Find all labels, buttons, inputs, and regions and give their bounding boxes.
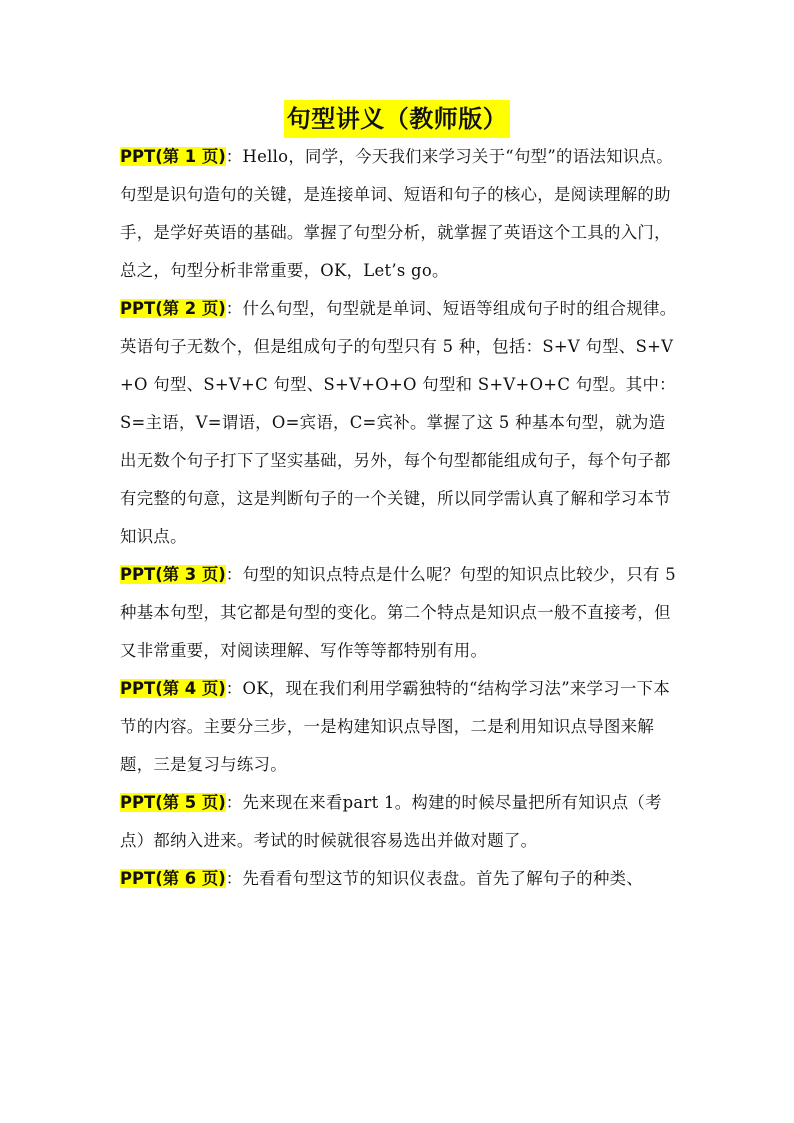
ppt-page-label: PPT(第 2 页) [120,299,226,318]
paragraph-ppt-1 [120,138,680,290]
paragraph-text: ：什么句型，句型就是单词、短语等组成句子时的组合规律。英语句子无数个，但是组成句子的句型只有 5 种，包括：S+V 句型、S+V+O 句型、S+V+C 句型、S+V+O+O 句型和 S+V+O+C 句型。其中：S=主语，V=谓语，O=宾语，C=宾补。掌握了这 5 种基本句型，就为造出无数个句子打下了坚实基础，另外，每个句型都能组成句子，每个句子都有完整的句意，这是判断句子的一个关键，所以同学需认真了解和学习本节知识点。 [120,299,677,546]
ppt-page-label: PPT(第 1 页) [120,147,226,166]
ppt-page-label: PPT(第 4 页) [120,679,226,698]
paragraph-ppt-3 [120,556,680,670]
paragraph-ppt-2 [120,290,680,556]
ppt-page-label: PPT(第 3 页) [120,565,226,584]
paragraph-text: ：OK，现在我们利用学霸独特的“结构学习法”来学习一下本节的内容。主要分三步，一是构建知识点导图，二是利用知识点导图来解题，三是复习与练习。 [120,679,671,774]
ppt-page-label: PPT(第 6 页) [120,869,226,888]
document-body [120,138,680,898]
paragraph-text: ：Hello，同学，今天我们来学习关于“句型”的语法知识点。句型是识句造句的关键，是连接单词、短语和句子的核心，是阅读理解的助手，是学好英语的基础。掌握了句型分析，就掌握了英语这个工具的入门，总之，句型分析非常重要，OK，Let’s go。 [120,147,673,280]
document-title: 句型讲义（教师版） [284,100,511,138]
paragraph-text: ：先看看句型这节的知识仪表盘。首先了解句子的种类、 [225,869,644,888]
title-container [0,100,794,138]
ppt-page-label: PPT(第 5 页) [120,793,226,812]
paragraph-ppt-4 [120,670,680,784]
paragraph-ppt-6 [120,860,680,898]
paragraph-ppt-5 [120,784,680,860]
paragraph-text: ：先来现在来看part 1。构建的时候尽量把所有知识点（考点）都纳入进来。考试的时候就很容易选出并做对题了。 [120,793,662,850]
paragraph-text: ：句型的知识点特点是什么呢？句型的知识点比较少，只有 5 种基本句型，其它都是句型的变化。第二个特点是知识点一般不直接考，但又非常重要，对阅读理解、写作等等都特别有用。 [120,565,676,660]
